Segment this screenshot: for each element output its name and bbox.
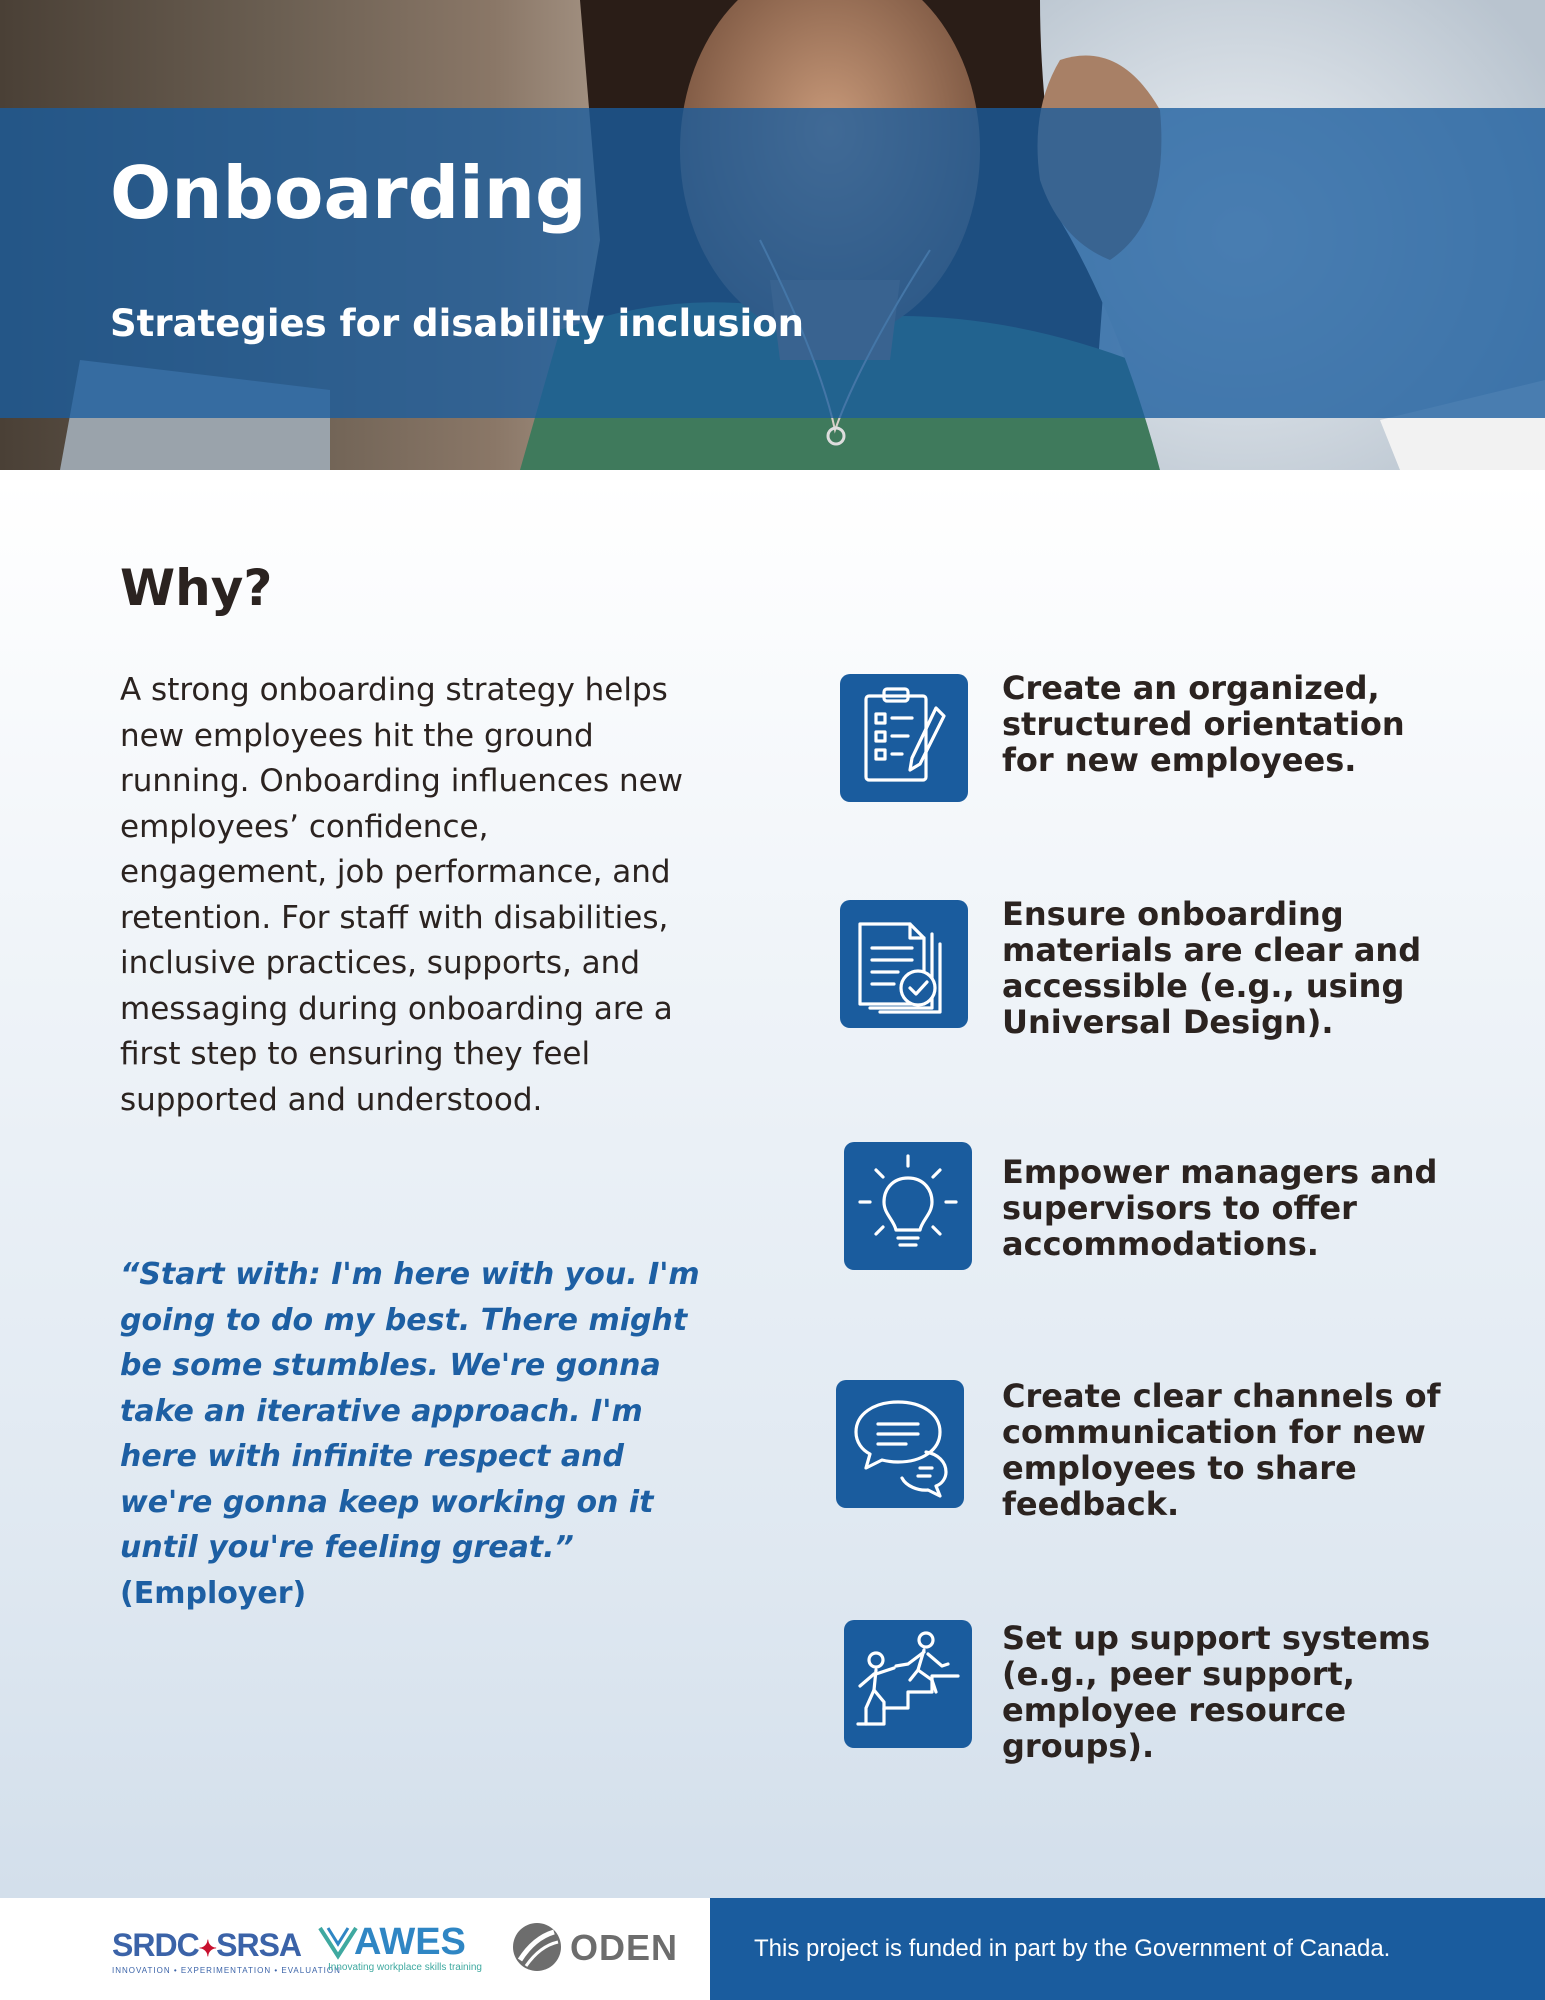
employer-quote xyxy=(120,1252,700,1616)
awes-logo: AWES xyxy=(354,1921,466,1963)
document-check-icon xyxy=(840,900,968,1028)
strategy-text: Ensure onboarding materials are clear and accessible (e.g., using Universal Design). xyxy=(1002,895,1422,1041)
awes-chevron-icon xyxy=(318,1924,358,1960)
page-title: Onboarding xyxy=(110,151,587,235)
oden-logo: ODEN xyxy=(570,1927,679,1968)
srsa-logo-text: SRSA xyxy=(216,1927,302,1963)
why-body: A strong onboarding strategy helps new employees hit the ground running. Onboarding influences new employees’ confidence, engagement, job performance, and retention. For staff with disabilities, inclusive practices, supports, and messaging during onboarding are a first step to ensuring they feel supported and understood. xyxy=(120,672,684,1118)
clipboard-checklist-icon xyxy=(840,674,968,802)
awes-tagline: Innovating workplace skills training xyxy=(328,1962,482,1973)
strategy-text: Set up support systems (e.g., peer support, employee resource groups). xyxy=(1002,1619,1431,1765)
why-heading: Why? xyxy=(120,559,273,617)
srdc-logo-text: SRDC xyxy=(112,1927,199,1963)
hero-banner xyxy=(0,0,1545,470)
strategy-text: Empower managers and supervisors to offer accommodations. xyxy=(1002,1153,1438,1263)
strategy-text: Create an organized, structured orientation for new employees. xyxy=(1002,669,1405,779)
oden-swirl-icon xyxy=(510,1920,564,1974)
quote-text: “Start with: I'm here with you. I'm going to do my best. There might be some stumbles. We're gonna take an iterative approach. I'm here with infinite respect and we're gonna keep working on it until you're feeling great.” xyxy=(120,1257,700,1565)
helping-hand-stairs-icon xyxy=(844,1620,972,1748)
lightbulb-icon xyxy=(844,1142,972,1270)
chat-bubbles-icon xyxy=(836,1380,964,1508)
maple-leaf-icon: ✦ xyxy=(198,1936,217,1961)
page-subtitle: Strategies for disability inclusion xyxy=(110,302,804,345)
srdc-srsa-logo xyxy=(112,1928,301,1966)
srdc-tagline: INNOVATION • EXPERIMENTATION • EVALUATION xyxy=(112,1966,341,1975)
quote-attribution: (Employer) xyxy=(120,1575,307,1611)
funding-statement: This project is funded in part by the Government of Canada. xyxy=(754,1935,1391,1962)
strategy-text: Create clear channels of communication for new employees to share feedback. xyxy=(1002,1377,1441,1523)
